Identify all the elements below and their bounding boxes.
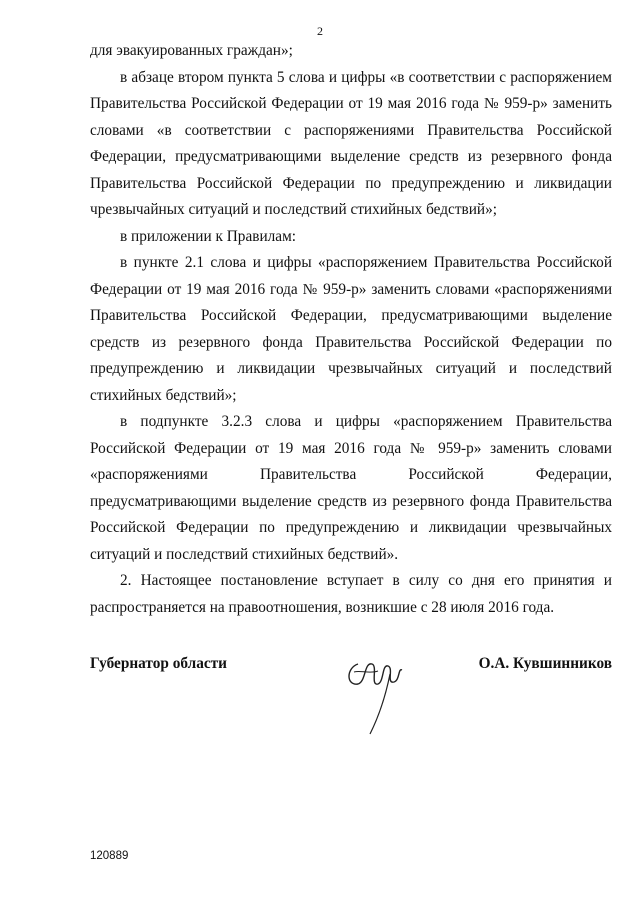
signatory-title: Губернатор области: [90, 655, 227, 672]
paragraph-continuation: для эвакуированных граждан»;: [90, 42, 293, 59]
paragraph-effective-date: 2. Настоящее постановление вступает в силу со дня его принятия и распространяется на правоотношения, возникшие с 28 июля 2016 года.: [90, 572, 612, 616]
paragraph-amendment-subpoint-3-2-3: в подпункте 3.2.3 слова и цифры «распоряжением Правительства Российской Федерации от 19 мая 2016 года № 959-р» заменить словами «распоряжениями Правительства Российской Федерации, предусматривающими выделение средств из резервного фонда Правительства Российской Федерации по предупреждению и ликвидации чрезвычайных ситуаций и последствий стихийных бедствий».: [90, 413, 612, 563]
paragraph-amendment-point-5: в абзаце втором пункта 5 слова и цифры «в соответствии с распоряжением Правительства Российской Федерации от 19 мая 2016 года № 959-р» заменить словами «в соответствии с распоряжениями Правительства Российской Федерации, предусматривающими выделение средств из резервного фонда Правительства Российской Федерации по предупреждению и ликвидации чрезвычайных ситуаций и последствий стихийных бедствий»;: [90, 68, 612, 218]
paragraph-appendix-intro: в приложении к Правилам:: [120, 227, 297, 245]
page-number: 2: [317, 24, 323, 38]
signatory-name: О.А. Кувшинников: [478, 655, 612, 672]
document-body: [90, 38, 612, 621]
signature-block: [90, 652, 612, 742]
paragraph-amendment-point-2-1: в пункте 2.1 слова и цифры «распоряжением Правительства Российской Федерации от 19 мая 2016 года № 959-р» заменить словами «распоряжениями Правительства Российской Федерации, предусматривающими выделение средств из резервного фонда Правительства Российской Федерации по предупреждению и ликвидации чрезвычайных ситуаций и последствий стихийных бедствий»;: [90, 254, 612, 404]
document-code: 120889: [90, 850, 129, 862]
handwritten-signature: [340, 644, 410, 739]
